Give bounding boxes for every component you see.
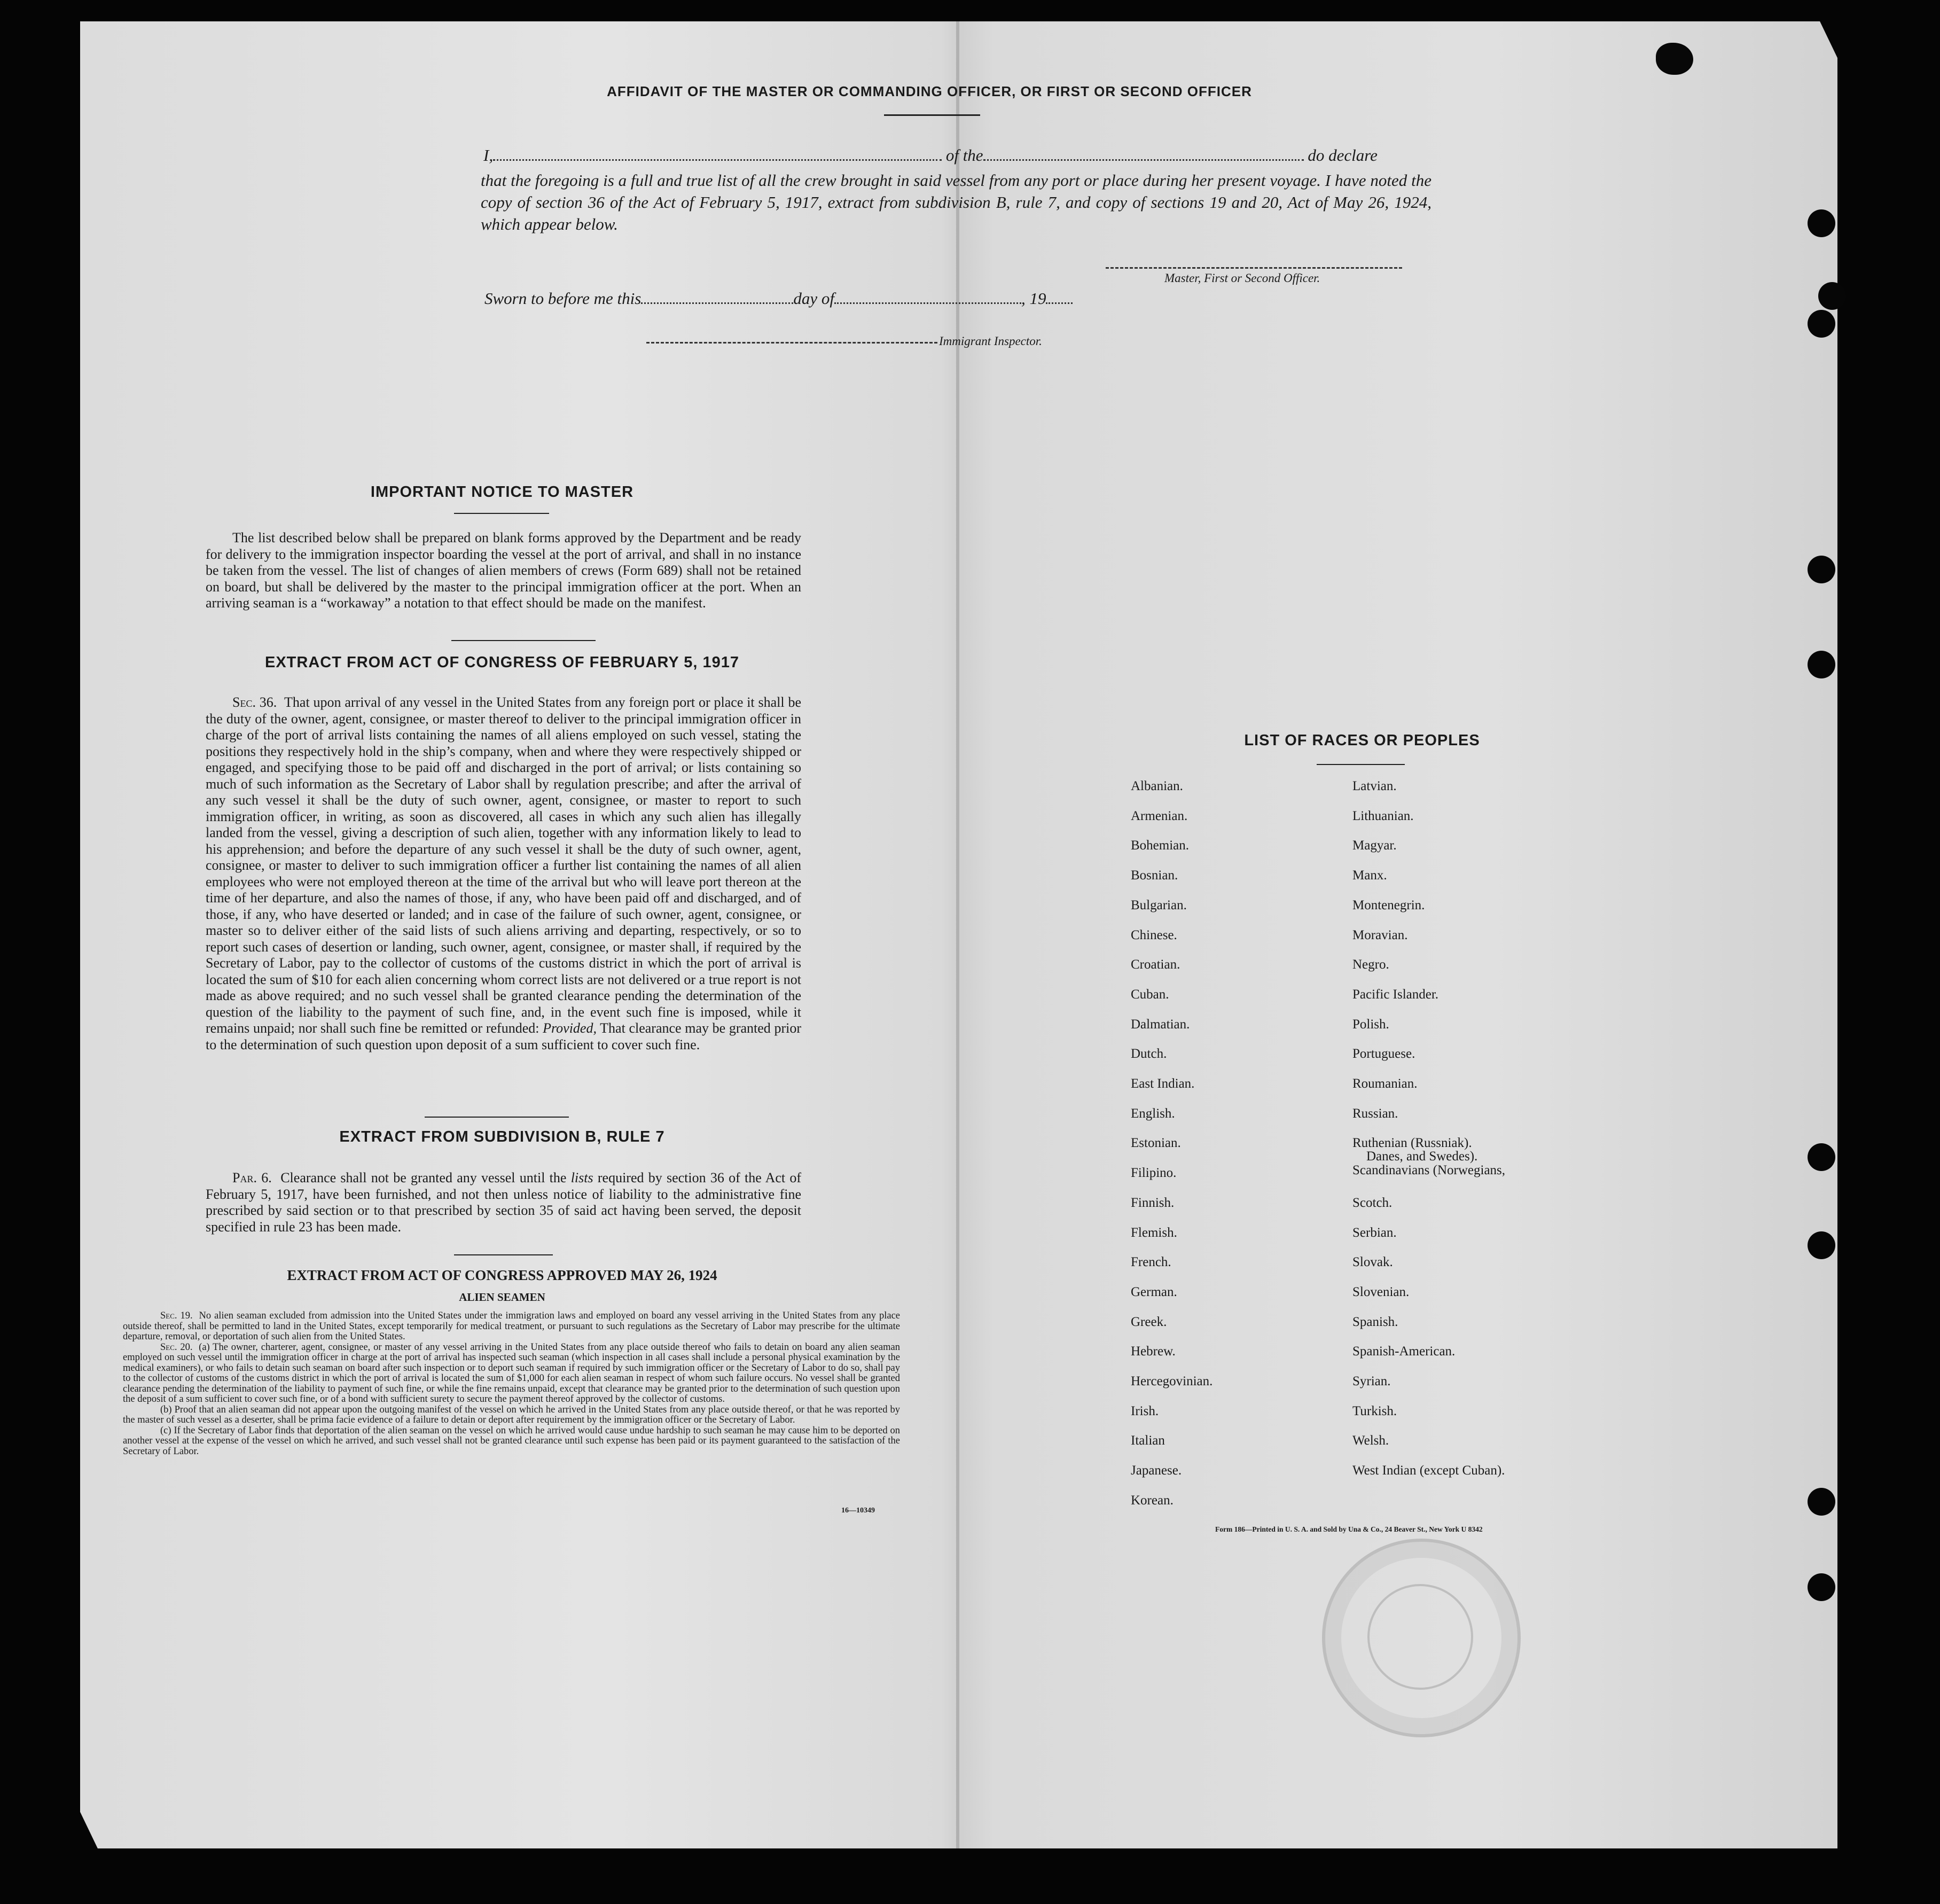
alien-seamen-subheading: ALIEN SEAMEN	[459, 1291, 545, 1304]
affidavit-paragraph: that the foregoing is a full and true list of all the crew brought in said vessel from any port or place during her present voyage. I have noted the copy of section 36 of the Act of February 5, 1917, extract from subdivision B, rule 7, and copy of sections 19 and 20, Act of May 26, 1924, which appear below.	[481, 171, 1431, 233]
print-code: 16—10349	[841, 1507, 875, 1515]
sec-36-end: That clearance may be granted prior to the determination of such question upon deposit of a sum sufficient to cover such fine.	[206, 1020, 801, 1052]
race-item: Slovenian.	[1352, 1284, 1410, 1299]
sec-19-label: Sec. 19.	[160, 1310, 193, 1321]
sec-36-label: Sec. 36.	[232, 695, 277, 710]
race-item: Japanese.	[1131, 1463, 1182, 1478]
race-item: Manx.	[1352, 868, 1387, 883]
race-item: Bulgarian.	[1131, 898, 1187, 912]
rule-7-text-b: required by section 36 of the Act of February 5, 1917, have been furnished, and not then unless notice of liability to the administrative fine prescribed by said section or to that prescribed by section 35 of said act having been served, the deposit specified in rule 23 has been made.	[206, 1170, 802, 1235]
race-item: Bohemian.	[1131, 838, 1190, 853]
rule-7-text-a: Clearance shall not be granted any vessel until the	[280, 1170, 567, 1185]
sec-20c-paragraph: (c) If the Secretary of Labor finds that deportation of the alien seaman on the vessel on which he arrived would cause undue hardship to such seaman he may cause him to be deported on another vessel at the expense of the vessel on which he arrived, and such vessel shall not be granted clearance until such expense has been paid or its payment guaranteed to the satisfaction of the Secretary of Labor.	[123, 1425, 900, 1457]
punch-hole	[1808, 1143, 1835, 1171]
race-item: Flemish.	[1131, 1225, 1177, 1240]
extract-1917-heading: EXTRACT FROM ACT OF CONGRESS OF FEBRUARY 5, 1917	[264, 654, 740, 671]
sworn-day-of-label: day of	[793, 289, 834, 308]
affidavit-declare-label: do declare	[1308, 146, 1378, 165]
extract-1924-heading: EXTRACT FROM ACT OF CONGRESS APPROVED MAY 26, 1924	[287, 1267, 717, 1283]
affidavit-title: AFFIDAVIT OF THE MASTER OR COMMANDING OFFICER, OR FIRST OR SECOND OFFICER	[607, 83, 1252, 99]
race-item: Cuban.	[1131, 987, 1169, 1002]
par-6-label: Par. 6.	[232, 1170, 272, 1185]
sworn-day-field[interactable]	[641, 288, 793, 304]
race-item: Portuguese.	[1352, 1047, 1415, 1062]
punch-hole	[1808, 310, 1835, 338]
race-item: Montenegrin.	[1352, 898, 1425, 912]
race-item: Irish.	[1131, 1403, 1159, 1418]
race-item: Pacific Islander.	[1352, 987, 1439, 1002]
race-item: Estonian.	[1131, 1136, 1181, 1151]
race-item: Hebrew.	[1131, 1344, 1176, 1359]
race-item: Russian.	[1352, 1106, 1398, 1121]
race-item: German.	[1131, 1284, 1177, 1299]
race-item: Greek.	[1131, 1314, 1167, 1329]
master-signature-label: Master, First or Second Officer.	[1164, 271, 1320, 285]
races-heading: LIST OF RACES OR PEOPLES	[1244, 732, 1480, 749]
punch-hole	[1808, 556, 1835, 583]
sec-20-label: Sec. 20.	[160, 1341, 193, 1353]
sworn-year-label: , 19	[1021, 289, 1046, 308]
race-item: Slovak.	[1352, 1255, 1393, 1270]
vessel-name-field[interactable]	[983, 145, 1304, 161]
affidavit-of-the-label: of the	[945, 146, 983, 165]
sec-20b-paragraph: (b) Proof that an alien seaman did not appear upon the outgoing manifest of the vessel on which he arrived in the United States from any place outside thereof, or that he was reported by the master of such vessel as a deserter, shall be prima facie evidence of a failure to detain or deport after requirement by the immigration officer or the Secretary of Labor.	[123, 1404, 900, 1425]
race-item: Finnish.	[1131, 1195, 1175, 1210]
affidavit-i-label: I,	[483, 146, 494, 165]
race-item: Spanish-American.	[1352, 1344, 1456, 1359]
form-note: Form 186—Printed in U. S. A. and Sold by Una & Co., 24 Beaver St., New York U 8342	[1215, 1525, 1483, 1533]
race-item: Spanish.	[1352, 1314, 1398, 1329]
master-signature-line[interactable]	[1106, 267, 1402, 269]
affidavit-first-line	[483, 145, 1378, 165]
notice-text: The list described below shall be prepared on blank forms approved by the Department and be ready for delivery to the immigration inspector boarding the vessel at the port of arrival, and shall in no instance be taken from the vessel. The list of changes of alien members of crews (Form 689) shall not be retained on board, but shall be delivered by the master to the principal immigration officer at the port. When an arriving seaman is a “workaway” a notation to that effect should be made on the manifest.	[206, 530, 801, 611]
punch-hole	[1808, 1573, 1835, 1601]
sec-19-paragraph	[123, 1311, 900, 1343]
inspector-label: Immigrant Inspector.	[939, 334, 1042, 348]
race-item: French.	[1131, 1255, 1171, 1270]
race-item: Bosnian.	[1131, 868, 1178, 883]
rule-7-heading: EXTRACT FROM SUBDIVISION B, RULE 7	[339, 1128, 665, 1145]
sworn-month-field[interactable]	[834, 288, 1021, 304]
sec-36-body: That upon arrival of any vessel in the United States from any foreign port or place it shall be the duty of the owner, agent, consignee, or master thereof to deliver to the principal immigration officer in charge of the port of arrival lists containing the names of all aliens employed on such vessel, stating the positions they respectively hold in the ship’s company, when and where they were respectively shipped or engaged, and specifying those to be paid off and discharged in the port of arrival; or lists containing so much of such information as the Secretary of Labor shall by regulation prescribe; and after the arrival of any such vessel it shall be the duty of such owner, agent, consignee, or master to report to such immigration officer, in writing, as soon as discovered, all cases in which any such alien has illegally landed from the vessel, giving a description of such alien, together with any information likely to lead to his apprehension; and before the departure of any such vessel it shall be the duty of such owner, agent, consignee, or master to deliver to such immigration officer a further list containing the names of all alien employees who were not employed thereon at the time of the arrival but who will leave port thereon at the time of her departure, and also the names of those, if any, who have been paid off and discharged, and of those, if any, who have deserted or landed; and in case of the failure of such owner, agent, consignee, or master so to deliver either of the said lists of such aliens arriving and departing, respectively, or so to report such cases of desertion or landing, such owner, agent, consignee, or master shall, if required by the Secretary of Labor, pay to the collector of customs of the customs district in which the port of arrival is located the sum of $10 for each alien concerning whom correct lists are not delivered or a true report is not made as above required; and no such vessel shall be granted clearance pending the determination of the question of the liability to the payment of such fine, and, in the event such fine is imposed, while it remains unpaid; nor shall such fine be remitted or refunded:	[206, 695, 801, 1036]
race-item: Magyar.	[1352, 838, 1397, 853]
race-item: Ruthenian (Russniak).	[1352, 1136, 1472, 1151]
punch-hole	[1808, 1231, 1835, 1259]
sworn-prefix: Sworn to before me this	[484, 289, 642, 308]
provided-word: Provided,	[543, 1020, 597, 1036]
extract-1917-rule	[425, 1117, 569, 1118]
ink-blot	[1656, 43, 1693, 75]
race-item: Dutch.	[1131, 1047, 1167, 1062]
race-item: Armenian.	[1131, 808, 1188, 823]
race-item: Serbian.	[1352, 1225, 1397, 1240]
rule-7-text	[206, 1170, 801, 1235]
punch-hole	[1818, 282, 1846, 310]
race-item: Filipino.	[1131, 1166, 1177, 1181]
race-item: Polish.	[1352, 1017, 1389, 1032]
race-item: East Indian.	[1131, 1076, 1195, 1091]
title-rule	[884, 114, 980, 116]
race-item: Turkish.	[1352, 1403, 1397, 1418]
notice-bottom-rule	[451, 640, 596, 641]
race-item: Albanian.	[1131, 779, 1183, 793]
race-item: Croatian.	[1131, 957, 1180, 972]
sec-20a-text: (a) The owner, charterer, agent, consignee, or master of any vessel arriving in the United States from any place outside thereof who fails to detain on board any alien seaman employed on such vessel until the immigration officer in charge at the port of arrival has inspected such seaman (which inspection in all cases shall include a personal physical examination by the medical examiners), or who fails to detain such seaman on board after such inspection or to deport such seaman if required by such immigration officer or the Secretary of Labor to do so, shall pay to the collector of customs of the customs district in which the port of arrival is located the sum of $1,000 for each alien seaman in respect of whom such failure occurs. No vessel shall be granted clearance pending the determination of the liability to payment of such fine, or while the fine remains unpaid, except that clearance may be granted prior to the determination of such question upon the deposit of a sum sufficient to cover such fine, or of a bond with sufficient surety to secure the payment thereof approved by the collector of customs.	[123, 1341, 900, 1404]
embossed-seal-center	[1367, 1584, 1473, 1690]
notice-heading: IMPORTANT NOTICE TO MASTER	[370, 483, 634, 501]
race-item: Italian	[1131, 1433, 1165, 1448]
master-name-field[interactable]	[493, 145, 942, 161]
race-item: Syrian.	[1352, 1374, 1391, 1388]
races-rule	[1317, 764, 1405, 765]
sec-20a-paragraph	[123, 1343, 900, 1405]
rule-7-rule	[454, 1254, 553, 1255]
punch-hole	[1808, 209, 1835, 237]
race-item: Lithuanian.	[1352, 808, 1414, 823]
race-item: Chinese.	[1131, 927, 1177, 942]
sworn-year-field[interactable]	[1046, 288, 1073, 304]
sworn-line	[484, 288, 1073, 308]
race-item: Welsh.	[1352, 1433, 1389, 1448]
race-item: Latvian.	[1352, 779, 1397, 793]
race-item: Scotch.	[1352, 1195, 1393, 1210]
lists-word: lists	[570, 1170, 593, 1185]
race-item: Dalmatian.	[1131, 1017, 1190, 1032]
race-item: West Indian (except Cuban).	[1352, 1463, 1505, 1478]
sec-19-text: No alien seaman excluded from admission into the United States under the immigration laws and employed on board any vessel arriving in the United States from any place outside thereof, shall be permitted to land in the United States, except temporarily for medical treatment, or pursuant to such regulations as the Secretary of Labor may prescribe for the ultimate departure, removal, or deportation of such alien from the United States.	[123, 1310, 900, 1342]
notice-rule	[454, 513, 549, 514]
punch-hole	[1808, 1488, 1835, 1516]
race-item: Roumanian.	[1352, 1076, 1418, 1091]
extract-1917-text	[206, 695, 801, 1053]
race-item: Moravian.	[1352, 927, 1408, 942]
punch-hole	[1808, 651, 1835, 678]
inspector-signature-line[interactable]	[646, 342, 937, 344]
race-item: English.	[1131, 1106, 1175, 1121]
race-item: Negro.	[1352, 957, 1389, 972]
race-item: Scandinavians (Norwegians,	[1352, 1163, 1506, 1178]
race-item: Korean.	[1131, 1493, 1174, 1508]
race-item: Hercegovinian.	[1131, 1374, 1213, 1388]
extract-1924-text	[123, 1311, 900, 1457]
race-item: Danes, and Swedes).	[1366, 1149, 1478, 1164]
